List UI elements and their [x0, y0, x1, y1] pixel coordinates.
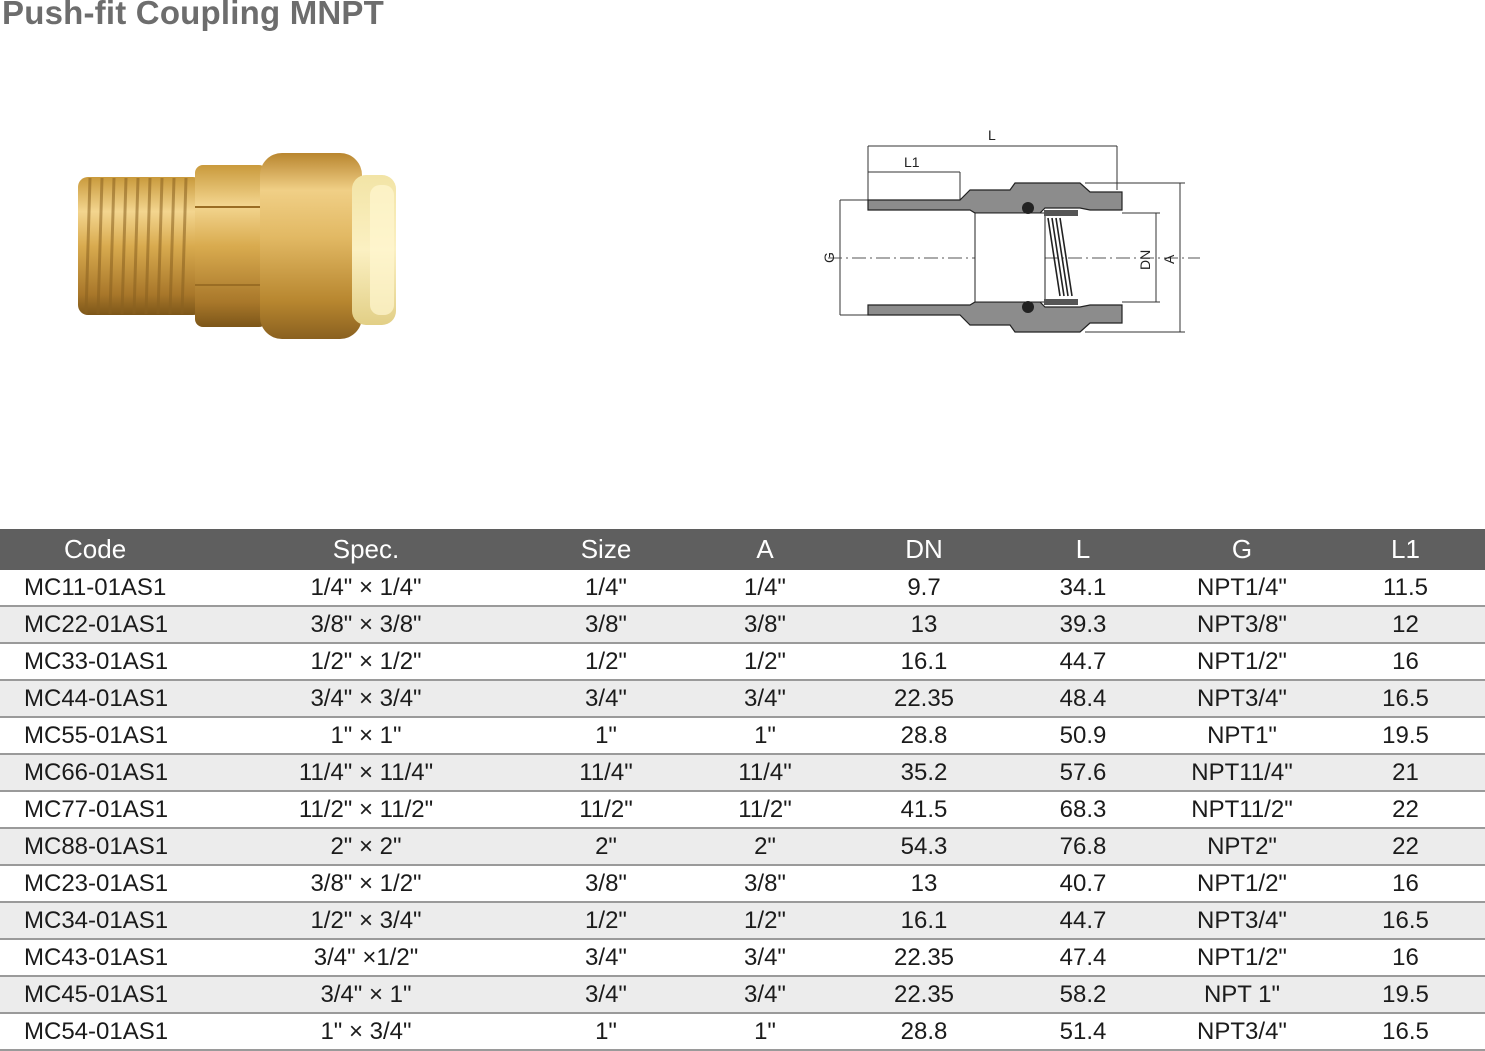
cell-l1: 16.5: [1326, 902, 1485, 939]
cell-l: 68.3: [1008, 791, 1158, 828]
cell-l: 58.2: [1008, 976, 1158, 1013]
table-row: [0, 570, 1485, 606]
cell-size: 1/4": [522, 570, 690, 606]
cell-code: MC66-01AS1: [0, 754, 210, 791]
cell-code: MC34-01AS1: [0, 902, 210, 939]
cell-code: MC33-01AS1: [0, 643, 210, 680]
cell-l: 76.8: [1008, 828, 1158, 865]
table-body: [0, 570, 1485, 1050]
header-dn: DN: [840, 529, 1008, 570]
cell-spec: 2" × 2": [210, 828, 522, 865]
header-l: L: [1008, 529, 1158, 570]
cell-dn: 54.3: [840, 828, 1008, 865]
cell-a: 2": [690, 828, 840, 865]
cell-l: 47.4: [1008, 939, 1158, 976]
cell-a: 1": [690, 717, 840, 754]
table-row: [0, 643, 1485, 680]
cell-code: MC11-01AS1: [0, 570, 210, 606]
table-row: [0, 1013, 1485, 1050]
cell-size: 3/4": [522, 976, 690, 1013]
cell-spec: 1" × 1": [210, 717, 522, 754]
label-DN: DN: [1137, 249, 1153, 270]
cell-spec: 3/4" × 1": [210, 976, 522, 1013]
cell-dn: 13: [840, 865, 1008, 902]
cell-l: 40.7: [1008, 865, 1158, 902]
technical-drawing: [800, 110, 1220, 360]
cell-size: 3/8": [522, 606, 690, 643]
header-g: G: [1158, 529, 1326, 570]
cell-code: MC23-01AS1: [0, 865, 210, 902]
cell-size: 1/2": [522, 902, 690, 939]
cell-g: NPT11/2": [1158, 791, 1326, 828]
header-spec: Spec.: [210, 529, 522, 570]
cell-a: 3/4": [690, 680, 840, 717]
cell-a: 3/4": [690, 976, 840, 1013]
cell-l1: 11.5: [1326, 570, 1485, 606]
header-size: Size: [522, 529, 690, 570]
cell-l1: 19.5: [1326, 976, 1485, 1013]
table-row: [0, 976, 1485, 1013]
cell-size: 11/4": [522, 754, 690, 791]
cell-l: 48.4: [1008, 680, 1158, 717]
cell-l1: 16.5: [1326, 1013, 1485, 1050]
cell-size: 1": [522, 717, 690, 754]
cell-a: 3/8": [690, 865, 840, 902]
cell-g: NPT1": [1158, 717, 1326, 754]
cell-a: 1/2": [690, 643, 840, 680]
cell-dn: 28.8: [840, 717, 1008, 754]
cell-l: 34.1: [1008, 570, 1158, 606]
cell-spec: 11/2" × 11/2": [210, 791, 522, 828]
cell-spec: 3/4" × 3/4": [210, 680, 522, 717]
cell-l1: 16.5: [1326, 680, 1485, 717]
cell-a: 3/8": [690, 606, 840, 643]
cell-l1: 16: [1326, 865, 1485, 902]
table-header-row: [0, 529, 1485, 570]
cell-dn: 35.2: [840, 754, 1008, 791]
table-row: [0, 791, 1485, 828]
cell-spec: 1/2" × 3/4": [210, 902, 522, 939]
cell-spec: 3/8" × 3/8": [210, 606, 522, 643]
table-row: [0, 828, 1485, 865]
cell-l: 39.3: [1008, 606, 1158, 643]
cell-g: NPT3/4": [1158, 1013, 1326, 1050]
label-A: A: [1161, 254, 1177, 264]
cell-spec: 1/4" × 1/4": [210, 570, 522, 606]
table-row: [0, 680, 1485, 717]
cell-dn: 16.1: [840, 902, 1008, 939]
cell-l1: 12: [1326, 606, 1485, 643]
table-row: [0, 754, 1485, 791]
cell-size: 1/2": [522, 643, 690, 680]
cell-l1: 16: [1326, 939, 1485, 976]
cell-code: MC54-01AS1: [0, 1013, 210, 1050]
label-L1: L1: [904, 154, 920, 170]
cell-g: NPT1/2": [1158, 939, 1326, 976]
cell-spec: 3/8" × 1/2": [210, 865, 522, 902]
cell-code: MC22-01AS1: [0, 606, 210, 643]
table-row: [0, 902, 1485, 939]
header-a: A: [690, 529, 840, 570]
cell-size: 2": [522, 828, 690, 865]
cell-a: 1": [690, 1013, 840, 1050]
cell-l: 57.6: [1008, 754, 1158, 791]
cell-spec: 1/2" × 1/2": [210, 643, 522, 680]
cell-g: NPT11/4": [1158, 754, 1326, 791]
table-row: [0, 865, 1485, 902]
table-row: [0, 717, 1485, 754]
cell-g: NPT3/4": [1158, 680, 1326, 717]
cell-a: 11/4": [690, 754, 840, 791]
cell-g: NPT3/4": [1158, 902, 1326, 939]
cell-g: NPT1/4": [1158, 570, 1326, 606]
cell-size: 3/4": [522, 939, 690, 976]
cell-l: 44.7: [1008, 902, 1158, 939]
cell-dn: 22.35: [840, 680, 1008, 717]
product-photo: [70, 145, 410, 350]
cell-dn: 22.35: [840, 939, 1008, 976]
page-title: Push-fit Coupling MNPT: [2, 0, 384, 31]
cell-spec: 3/4" ×1/2": [210, 939, 522, 976]
cell-l1: 21: [1326, 754, 1485, 791]
spec-table: [0, 529, 1485, 1051]
cell-g: NPT3/8": [1158, 606, 1326, 643]
header-code: Code: [0, 529, 210, 570]
cell-l1: 19.5: [1326, 717, 1485, 754]
cell-a: 1/2": [690, 902, 840, 939]
cell-size: 3/4": [522, 680, 690, 717]
cell-l1: 22: [1326, 791, 1485, 828]
cell-dn: 41.5: [840, 791, 1008, 828]
table-row: [0, 939, 1485, 976]
label-L: L: [988, 127, 996, 143]
cell-dn: 16.1: [840, 643, 1008, 680]
label-G: G: [821, 252, 837, 263]
cell-size: 11/2": [522, 791, 690, 828]
cell-spec: 1" × 3/4": [210, 1013, 522, 1050]
cell-l: 51.4: [1008, 1013, 1158, 1050]
cell-g: NPT1/2": [1158, 643, 1326, 680]
cell-l: 44.7: [1008, 643, 1158, 680]
cell-g: NPT 1": [1158, 976, 1326, 1013]
cell-code: MC77-01AS1: [0, 791, 210, 828]
cell-dn: 9.7: [840, 570, 1008, 606]
cell-a: 3/4": [690, 939, 840, 976]
cell-dn: 13: [840, 606, 1008, 643]
cell-dn: 22.35: [840, 976, 1008, 1013]
cell-size: 3/8": [522, 865, 690, 902]
cell-l: 50.9: [1008, 717, 1158, 754]
cell-g: NPT1/2": [1158, 865, 1326, 902]
cell-a: 1/4": [690, 570, 840, 606]
cell-a: 11/2": [690, 791, 840, 828]
table-row: [0, 606, 1485, 643]
cell-code: MC88-01AS1: [0, 828, 210, 865]
cell-code: MC44-01AS1: [0, 680, 210, 717]
cell-size: 1": [522, 1013, 690, 1050]
cell-l1: 16: [1326, 643, 1485, 680]
cell-g: NPT2": [1158, 828, 1326, 865]
cell-l1: 22: [1326, 828, 1485, 865]
cell-code: MC45-01AS1: [0, 976, 210, 1013]
cell-code: MC43-01AS1: [0, 939, 210, 976]
cell-spec: 11/4" × 11/4": [210, 754, 522, 791]
cell-dn: 28.8: [840, 1013, 1008, 1050]
cell-code: MC55-01AS1: [0, 717, 210, 754]
header-l1: L1: [1326, 529, 1485, 570]
